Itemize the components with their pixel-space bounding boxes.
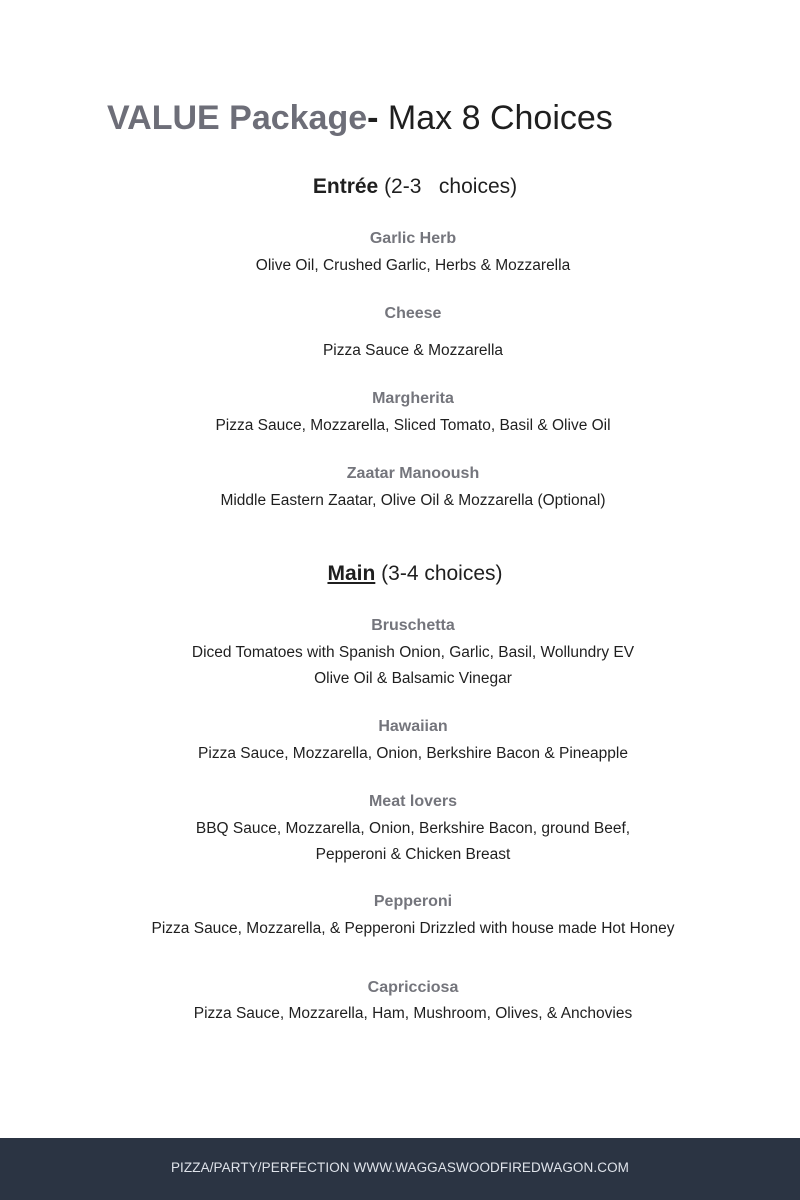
page-title	[107, 98, 613, 138]
title-max-choices: Max 8 Choices	[378, 99, 613, 137]
entree-heading	[0, 174, 800, 200]
entree-item-margherita-desc: Pizza Sauce, Mozzarella, Sliced Tomato, Basil & Olive Oil	[215, 417, 611, 434]
main-item-capricciosa-desc: Pizza Sauce, Mozzarella, Ham, Mushroom, Olives, & Anchovies	[193, 1005, 633, 1022]
main-item-bruschetta-desc-line2: Olive Oil & Balsamic Vinegar	[314, 670, 512, 687]
main-item-meat-lovers-desc-line1: BBQ Sauce, Mozzarella, Onion, Berkshire Bacon, ground Beef,	[195, 820, 631, 837]
main-heading-label: Main	[327, 562, 376, 585]
entree-item-garlic-herb-name: Garlic Herb	[369, 230, 457, 247]
main-item-bruschetta-name: Bruschetta	[371, 617, 455, 634]
main-item-pepperoni-name: Pepperoni	[373, 893, 453, 910]
footer-tagline-website: PIZZA/PARTY/PERFECTION WWW.WAGGASWOODFIREDWAGON.COM	[170, 1160, 630, 1175]
main-item-hawaiian-name: Hawaiian	[378, 718, 448, 735]
entree-item-cheese-name: Cheese	[384, 305, 442, 322]
main-heading	[0, 561, 800, 587]
main-item-meat-lovers-name: Meat lovers	[368, 793, 458, 810]
package-name: VALUE Package	[107, 99, 368, 137]
main-item-meat-lovers-desc-line2: Pepperoni & Chicken Breast	[315, 846, 511, 863]
main-choices-note: (3-4 choices)	[375, 562, 503, 585]
entree-choices-note: (2-3 choices)	[378, 175, 518, 198]
title-dash: -	[367, 99, 379, 137]
main-item-capricciosa-name: Capricciosa	[367, 979, 459, 996]
entree-item-cheese-desc: Pizza Sauce & Mozzarella	[322, 342, 504, 359]
entree-item-margherita-name: Margherita	[372, 390, 454, 407]
entree-item-garlic-herb-desc: Olive Oil, Crushed Garlic, Herbs & Mozzarella	[255, 257, 571, 274]
entree-item-zaatar-name: Zaatar Manooush	[346, 465, 480, 482]
entree-heading-label: Entrée	[312, 175, 379, 198]
main-item-hawaiian-desc: Pizza Sauce, Mozzarella, Onion, Berkshire Bacon & Pineapple	[198, 745, 628, 762]
main-item-pepperoni-desc: Pizza Sauce, Mozzarella, & Pepperoni Drizzled with house made Hot Honey	[151, 920, 675, 937]
footer-bar	[0, 1138, 800, 1200]
main-item-bruschetta-desc-line1: Diced Tomatoes with Spanish Onion, Garlic, Basil, Wollundry EV	[191, 644, 635, 661]
entree-item-zaatar-desc: Middle Eastern Zaatar, Olive Oil & Mozzarella (Optional)	[220, 492, 606, 509]
